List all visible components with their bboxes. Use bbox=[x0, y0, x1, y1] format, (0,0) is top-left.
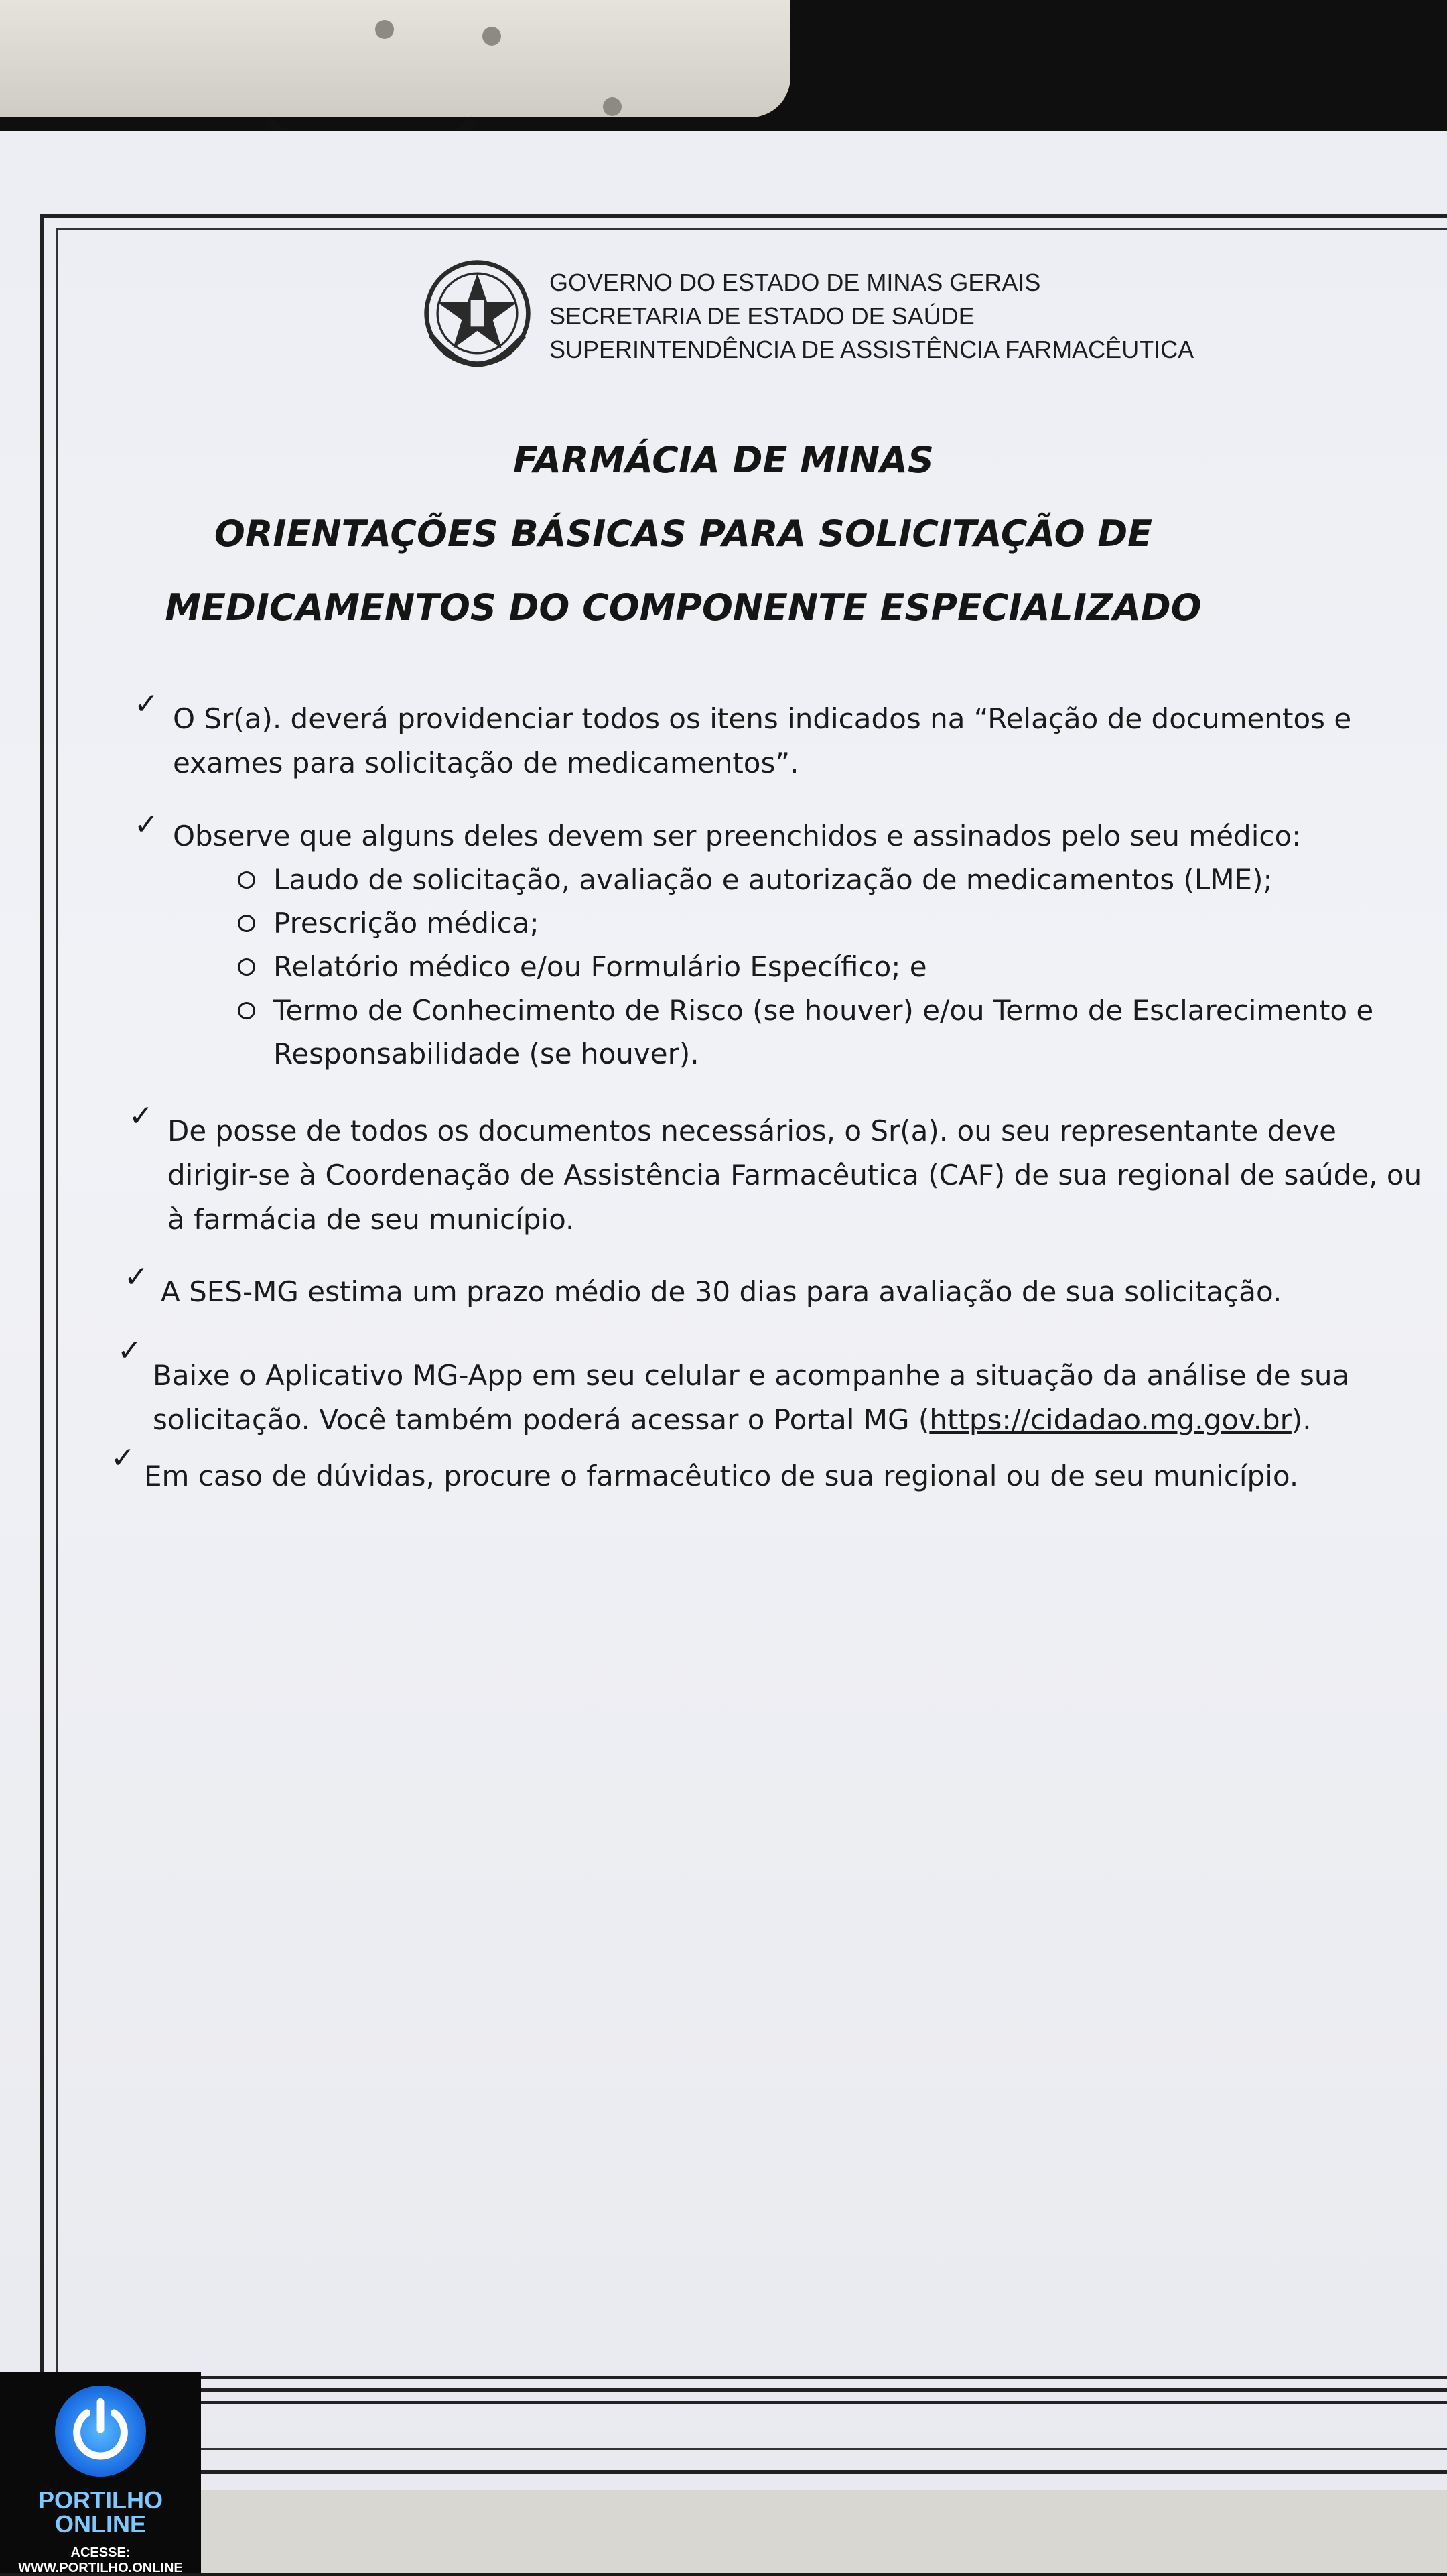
checkmark-icon: ✓ bbox=[129, 1099, 153, 1133]
document-header bbox=[422, 258, 1226, 372]
watermark-text: PORTILHO bbox=[38, 2486, 163, 2514]
checkmark-icon: ✓ bbox=[111, 1441, 135, 1475]
portal-mg-link[interactable]: https://cidadao.mg.gov.br bbox=[929, 1403, 1292, 1436]
bullet-circle-icon bbox=[238, 915, 255, 932]
list-item-text: solicitação. Você também poderá acessar o Portal MG ( bbox=[153, 1403, 930, 1436]
list-item-line: à farmácia de seu município. bbox=[167, 1203, 575, 1236]
power-icon bbox=[55, 2386, 146, 2477]
document-subtitle-line2: MEDICAMENTOS DO COMPONENTE ESPECIALIZADO bbox=[165, 586, 1202, 629]
list-item bbox=[153, 1354, 1349, 1442]
sub-list-item: Prescrição médica; bbox=[273, 907, 539, 940]
list-item-line: Baixe o Aplicativo MG-App em seu celular e acompanhe a situação da análise de sua bbox=[153, 1359, 1350, 1392]
list-item-line: Em caso de dúvidas, procure o farmacêutico de sua regional ou de seu município. bbox=[144, 1460, 1299, 1492]
bullet-circle-icon bbox=[238, 871, 255, 889]
checkmark-icon: ✓ bbox=[124, 1260, 149, 1294]
list-item bbox=[161, 1270, 1282, 1314]
state-crest-icon bbox=[422, 258, 533, 369]
header-line-government: GOVERNO DO ESTADO DE MINAS GERAIS bbox=[549, 269, 1041, 296]
list-item bbox=[173, 814, 1301, 858]
document-title: FARMÁCIA DE MINAS bbox=[513, 439, 934, 481]
sub-list-item: Laudo de solicitação, avaliação e autorização de medicamentos (LME); bbox=[273, 863, 1273, 896]
checkmark-icon: ✓ bbox=[134, 808, 159, 842]
device-port bbox=[603, 97, 622, 116]
sub-list-item: Relatório médico e/ou Formulário Específico; e bbox=[273, 950, 927, 983]
list-item-line: De posse de todos os documentos necessários, o Sr(a). ou seu representante deve bbox=[167, 1114, 1336, 1147]
document-subtitle-line1: ORIENTAÇÕES BÁSICAS PARA SOLICITAÇÃO DE bbox=[214, 513, 1153, 555]
list-item-line: O Sr(a). deverá providenciar todos os itens indicados na “Relação de documentos e bbox=[173, 702, 1352, 735]
bullet-circle-icon bbox=[238, 958, 255, 976]
bullet-circle-icon bbox=[238, 1002, 255, 1019]
list-item-text: ). bbox=[1291, 1403, 1312, 1436]
list-item-line: Observe que alguns deles devem ser preenchidos e assinados pelo seu médico: bbox=[173, 820, 1302, 852]
watermark-url: ACESSE: WWW.PORTILHO.ONLINE bbox=[18, 2545, 183, 2575]
background-surface bbox=[0, 2490, 1447, 2573]
list-item bbox=[167, 1109, 1422, 1242]
checkmark-icon: ✓ bbox=[117, 1334, 142, 1368]
header-line-secretariat: SECRETARIA DE ESTADO DE SAÚDE bbox=[549, 302, 975, 330]
sub-list-item: Termo de Conhecimento de Risco (se houver) e/ou Termo de Esclarecimento e bbox=[273, 994, 1374, 1027]
list-item-line: dirigir-se à Coordenação de Assistência Farmacêutica (CAF) de sua regional de saúde, ou bbox=[167, 1159, 1422, 1192]
watermark-logo bbox=[0, 2372, 201, 2573]
list-item-line bbox=[153, 1398, 1349, 1442]
list-item-line: A SES-MG estima um prazo médio de 30 dias para avaliação de sua solicitação. bbox=[161, 1275, 1282, 1308]
list-item bbox=[144, 1454, 1298, 1498]
checkmark-icon: ✓ bbox=[134, 687, 159, 721]
document-border-inner bbox=[56, 228, 1447, 2450]
watermark-text: ONLINE bbox=[54, 2510, 146, 2538]
sub-list-item-continuation: Responsabilidade (se houver). bbox=[273, 1037, 699, 1070]
header-line-superintendence: SUPERINTENDÊNCIA DE ASSISTÊNCIA FARMACÊUTICA bbox=[549, 336, 1194, 363]
document-footer-rule bbox=[201, 2376, 1447, 2414]
list-item-line: exames para solicitação de medicamentos”. bbox=[173, 747, 799, 779]
list-item bbox=[173, 697, 1351, 785]
